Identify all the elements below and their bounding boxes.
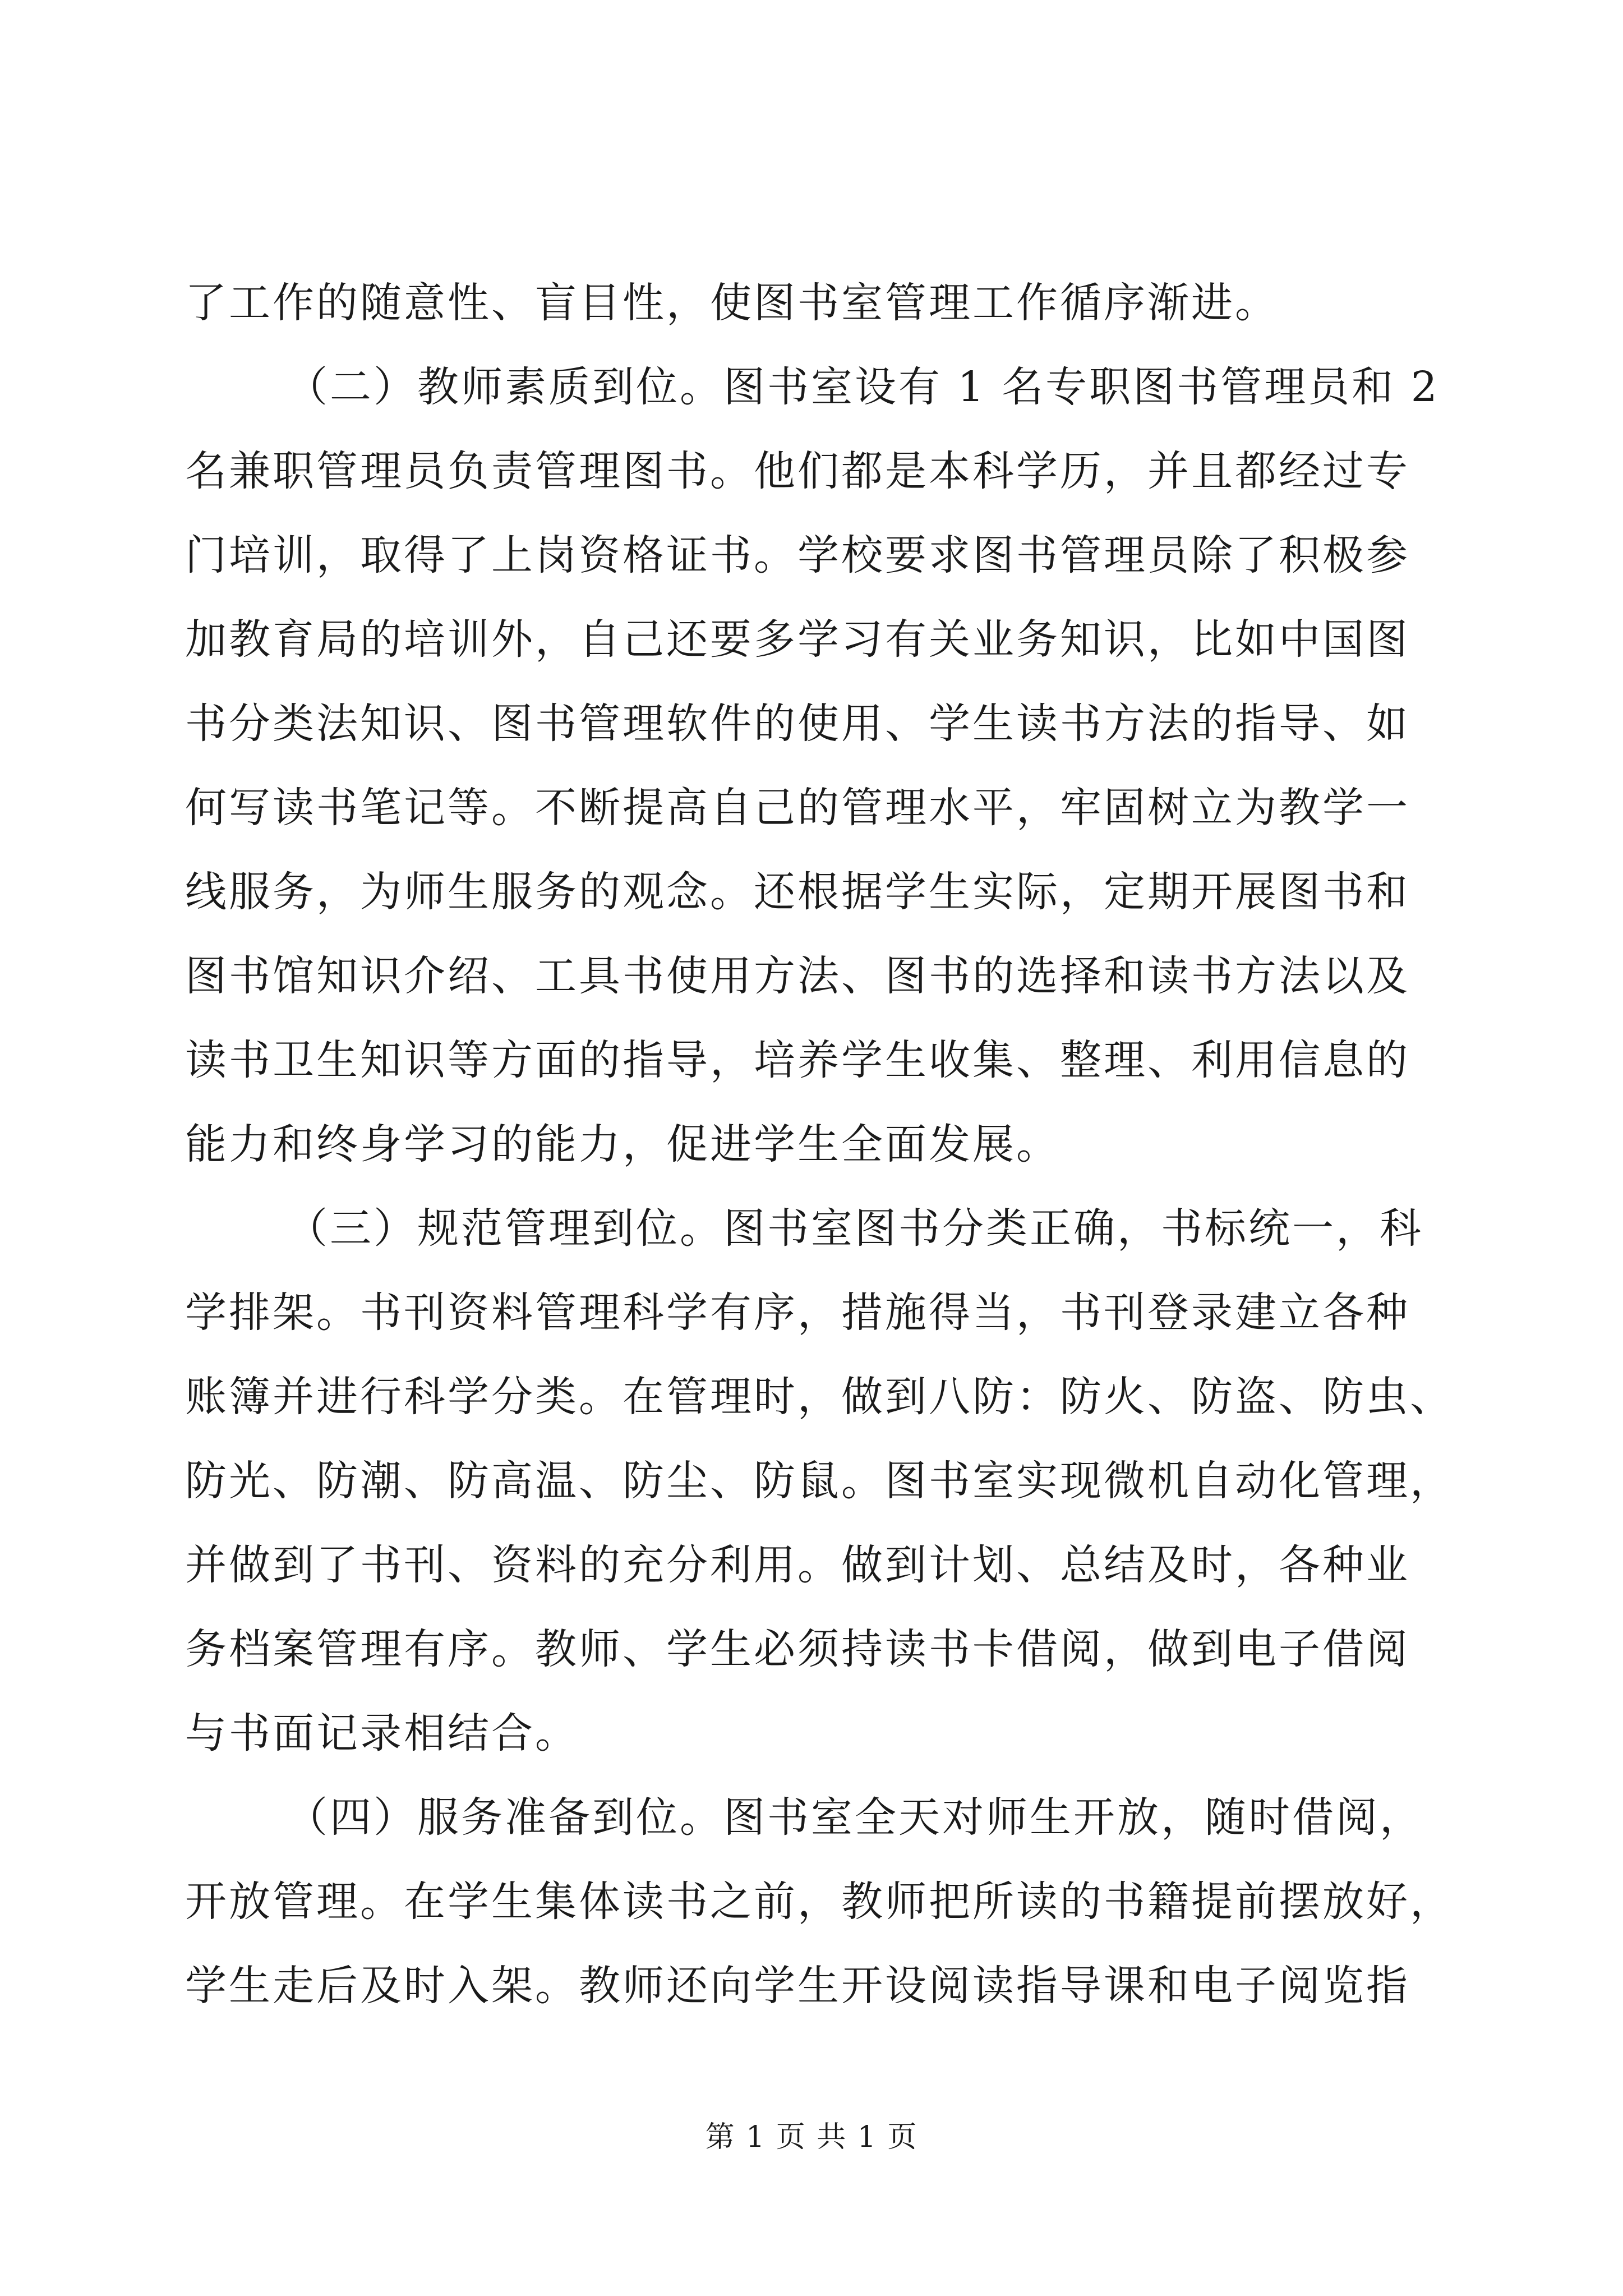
paragraph-line: 并做到了书刊、资料的充分利用。做到计划、总结及时，各种业 (185, 1541, 1410, 1589)
paragraph-line: （二）教师素质到位。图书室设有 1 名专职图书管理员和 2 (286, 363, 1440, 411)
paragraph-line: 防光、防潮、防高温、防尘、防鼠。图书室实现微机自动化管理， (185, 1457, 1454, 1505)
paragraph-line: 开放管理。在学生集体读书之前，教师把所读的书籍提前摆放好， (185, 1878, 1454, 1926)
paragraph-line: 与书面记录相结合。 (185, 1709, 579, 1757)
paragraph-line: 图书馆知识介绍、工具书使用方法、图书的选择和读书方法以及 (185, 952, 1410, 1000)
paragraph-line: 了工作的随意性、盲目性，使图书室管理工作循序渐进。 (185, 279, 1279, 327)
paragraph-line: （四）服务准备到位。图书室全天对师生开放，随时借阅， (286, 1793, 1423, 1842)
paragraph-line: 门培训，取得了上岗资格证书。学校要求图书管理员除了积极参 (185, 531, 1410, 579)
paragraph-line: 账簿并进行科学分类。在管理时，做到八防：防火、防盗、防虫、 (185, 1373, 1454, 1421)
paragraph-line: （三）规范管理到位。图书室图书分类正确，书标统一，科 (286, 1204, 1423, 1253)
paragraph-line: 加教育局的培训外，自己还要多学习有关业务知识，比如中国图 (185, 615, 1410, 664)
paragraph-line: 线服务，为师生服务的观念。还根据学生实际，定期开展图书和 (185, 868, 1410, 916)
paragraph-line: 读书卫生知识等方面的指导，培养学生收集、整理、利用信息的 (185, 1036, 1410, 1084)
paragraph-line: 学排架。书刊资料管理科学有序，措施得当，书刊登录建立各种 (185, 1289, 1410, 1337)
paragraph-line: 何写读书笔记等。不断提高自己的管理水平，牢固树立为教学一 (185, 784, 1410, 832)
document-body (185, 261, 1453, 2028)
paragraph-line: 名兼职管理员负责管理图书。他们都是本科学历，并且都经过专 (185, 447, 1410, 495)
page-number-footer: 第 1 页 共 1 页 (705, 2120, 918, 2154)
paragraph-line: 书分类法知识、图书管理软件的使用、学生读书方法的指导、如 (185, 700, 1410, 748)
paragraph-line: 学生走后及时入架。教师还向学生开设阅读指导课和电子阅览指 (185, 1962, 1410, 2010)
paragraph-line: 能力和终身学习的能力，促进学生全面发展。 (185, 1120, 1060, 1168)
paragraph-line: 务档案管理有序。教师、学生必须持读书卡借阅，做到电子借阅 (185, 1625, 1410, 1673)
